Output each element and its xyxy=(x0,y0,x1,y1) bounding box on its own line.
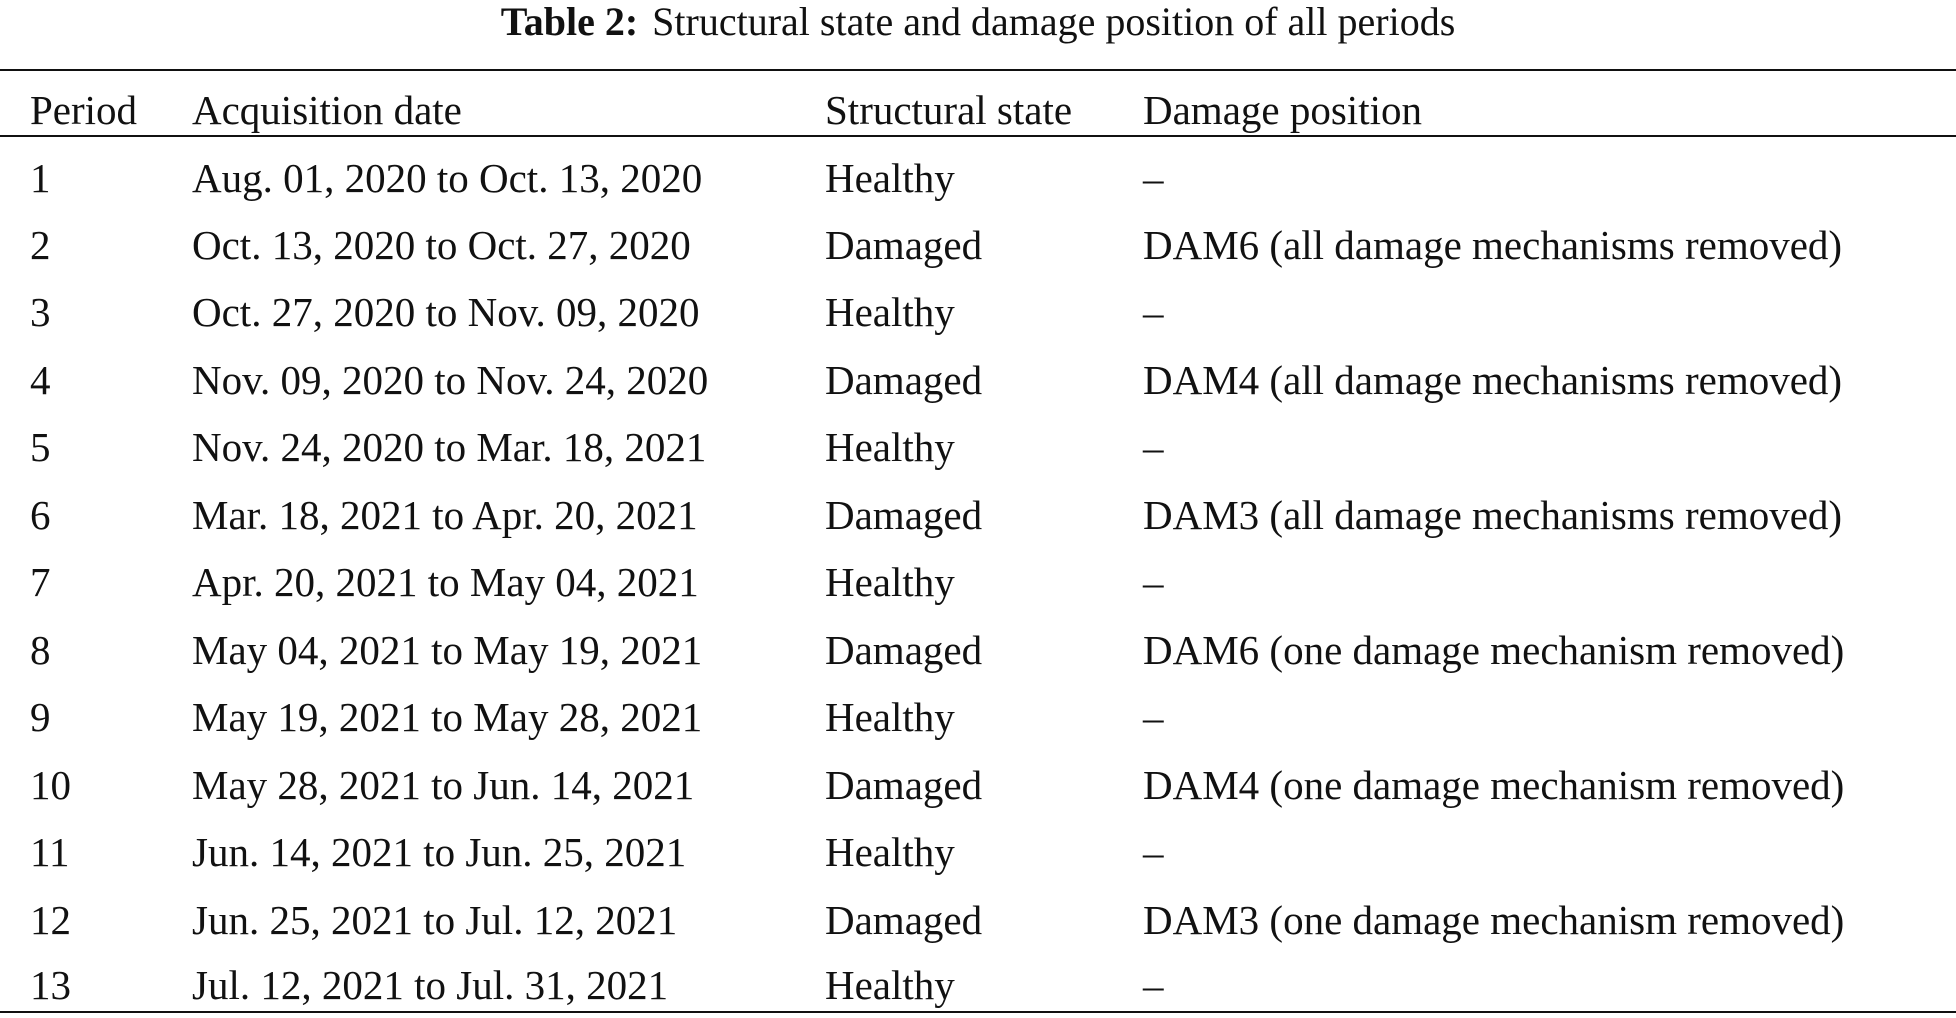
bottom-rule xyxy=(0,1011,1956,1013)
cell-damage-position: – xyxy=(1143,559,1164,605)
cell-acquisition-date: Aug. 01, 2020 to Oct. 13, 2020 xyxy=(192,155,703,201)
cell-period: 13 xyxy=(30,962,71,1008)
cell-acquisition-date: Jun. 25, 2021 to Jul. 12, 2021 xyxy=(192,897,678,943)
cell-damage-position: DAM3 (all damage mechanisms removed) xyxy=(1143,492,1843,538)
caption-text: Structural state and damage position of all periods xyxy=(652,0,1456,44)
cell-structural-state: Healthy xyxy=(825,559,955,605)
cell-acquisition-date: May 28, 2021 to Jun. 14, 2021 xyxy=(192,762,695,808)
cell-structural-state: Healthy xyxy=(825,829,955,875)
table-row xyxy=(0,485,1956,545)
cell-acquisition-date: Nov. 24, 2020 to Mar. 18, 2021 xyxy=(192,424,707,470)
cell-damage-position: – xyxy=(1143,424,1164,470)
cell-period: 7 xyxy=(30,559,51,605)
cell-structural-state: Damaged xyxy=(825,357,983,403)
cell-damage-position: DAM4 (all damage mechanisms removed) xyxy=(1143,357,1843,403)
cell-structural-state: Healthy xyxy=(825,155,955,201)
table-row xyxy=(0,620,1956,680)
cell-acquisition-date: Jul. 12, 2021 to Jul. 31, 2021 xyxy=(192,962,669,1008)
table-row xyxy=(0,687,1956,747)
header-rule xyxy=(0,135,1956,137)
table-row xyxy=(0,755,1956,815)
cell-structural-state: Damaged xyxy=(825,627,983,673)
table-row xyxy=(0,822,1956,882)
cell-period: 4 xyxy=(30,357,51,403)
table-row xyxy=(0,282,1956,342)
cell-structural-state: Damaged xyxy=(825,222,983,268)
cell-period: 12 xyxy=(30,897,71,943)
cell-damage-position: DAM6 (all damage mechanisms removed) xyxy=(1143,222,1843,268)
caption-label: Table 2: xyxy=(500,0,639,44)
table-row xyxy=(0,890,1956,950)
cell-acquisition-date: Apr. 20, 2021 to May 04, 2021 xyxy=(192,559,699,605)
cell-structural-state: Healthy xyxy=(825,962,955,1008)
table-caption xyxy=(0,0,1956,44)
header-period: Period xyxy=(30,87,138,133)
cell-period: 8 xyxy=(30,627,51,673)
cell-structural-state: Healthy xyxy=(825,694,955,740)
table-row xyxy=(0,148,1956,208)
cell-damage-position: DAM3 (one damage mechanism removed) xyxy=(1143,897,1845,943)
cell-damage-position: – xyxy=(1143,289,1164,335)
cell-acquisition-date: Oct. 13, 2020 to Oct. 27, 2020 xyxy=(192,222,691,268)
cell-damage-position: – xyxy=(1143,694,1164,740)
cell-structural-state: Damaged xyxy=(825,762,983,808)
cell-period: 1 xyxy=(30,155,51,201)
cell-period: 6 xyxy=(30,492,51,538)
cell-acquisition-date: Jun. 14, 2021 to Jun. 25, 2021 xyxy=(192,829,687,875)
header-acquisition-date: Acquisition date xyxy=(192,87,462,133)
table-row xyxy=(0,215,1956,275)
cell-structural-state: Healthy xyxy=(825,289,955,335)
table-row xyxy=(0,350,1956,410)
header-row xyxy=(0,80,1956,140)
cell-damage-position: – xyxy=(1143,829,1164,875)
cell-period: 9 xyxy=(30,694,51,740)
cell-period: 5 xyxy=(30,424,51,470)
cell-acquisition-date: May 19, 2021 to May 28, 2021 xyxy=(192,694,703,740)
table-row xyxy=(0,417,1956,477)
cell-damage-position: DAM6 (one damage mechanism removed) xyxy=(1143,627,1845,673)
cell-structural-state: Damaged xyxy=(825,897,983,943)
table-row xyxy=(0,552,1956,612)
cell-damage-position: DAM4 (one damage mechanism removed) xyxy=(1143,762,1845,808)
cell-period: 11 xyxy=(30,829,70,875)
header-damage-position: Damage position xyxy=(1143,87,1422,133)
cell-acquisition-date: Mar. 18, 2021 to Apr. 20, 2021 xyxy=(192,492,698,538)
cell-structural-state: Damaged xyxy=(825,492,983,538)
header-structural-state: Structural state xyxy=(825,87,1073,133)
cell-structural-state: Healthy xyxy=(825,424,955,470)
cell-period: 2 xyxy=(30,222,51,268)
cell-acquisition-date: Oct. 27, 2020 to Nov. 09, 2020 xyxy=(192,289,700,335)
cell-damage-position: – xyxy=(1143,962,1164,1008)
cell-period: 3 xyxy=(30,289,51,335)
table-row xyxy=(0,955,1956,1015)
cell-damage-position: – xyxy=(1143,155,1164,201)
top-rule xyxy=(0,69,1956,71)
cell-period: 10 xyxy=(30,762,71,808)
cell-acquisition-date: Nov. 09, 2020 to Nov. 24, 2020 xyxy=(192,357,709,403)
cell-acquisition-date: May 04, 2021 to May 19, 2021 xyxy=(192,627,703,673)
